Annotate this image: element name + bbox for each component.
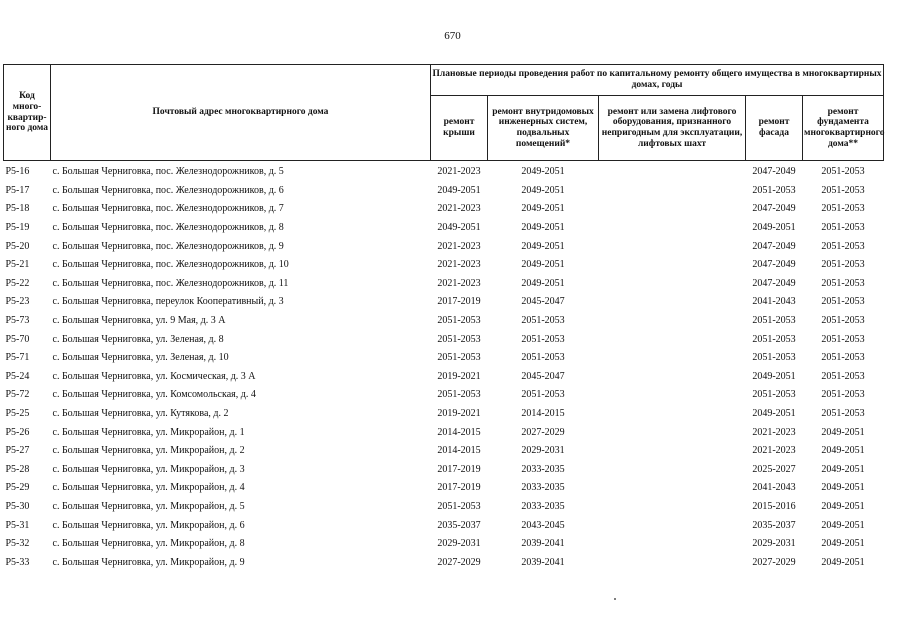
cell-elevator [599,237,746,256]
cell-code: Р5-32 [5,538,30,550]
cell-code: Р5-18 [5,203,30,215]
cell-address: с. Большая Черниговка, ул. Комсомольская, д. 4 [52,389,256,401]
cell-foundation: 2049-2051 [821,519,865,531]
table-row [4,349,884,368]
cell-facade: 2049-2051 [752,370,796,382]
cell-elevator [599,349,746,368]
capital-repair-table [3,64,884,572]
cell-foundation: 2049-2051 [821,538,865,550]
cell-facade: 2047-2049 [752,277,796,289]
cell-facade: 2051-2053 [752,333,796,345]
cell-foundation: 2049-2051 [821,426,865,438]
header-elevator: ремонт или замена лифтового оборудования, признанного непригодным для эксплуатации, лифтовых шахт [599,96,746,161]
cell-foundation: 2051-2053 [821,166,865,178]
cell-systems: 2049-2051 [521,240,565,252]
cell-code: Р5-23 [5,296,30,308]
cell-elevator [599,219,746,238]
table-row [4,368,884,387]
table-row [4,553,884,572]
cell-address: с. Большая Черниговка, ул. Микрорайон, д. 1 [52,426,245,438]
cell-address: с. Большая Черниговка, ул. Микрорайон, д. 8 [52,538,245,550]
cell-elevator [599,553,746,572]
cell-elevator [599,256,746,275]
cell-systems: 2049-2051 [521,259,565,271]
cell-roof: 2019-2021 [437,370,481,382]
table-row [4,182,884,201]
cell-roof: 2021-2023 [437,166,481,178]
cell-address: с. Большая Черниговка, пос. Железнодорожников, д. 6 [52,184,284,196]
cell-roof: 2021-2023 [437,240,481,252]
cell-facade: 2021-2023 [752,445,796,457]
cell-code: Р5-16 [5,166,30,178]
cell-address: с. Большая Черниговка, пос. Железнодорожников, д. 5 [52,166,284,178]
table-body [4,161,884,573]
cell-systems: 2039-2041 [521,556,565,568]
cell-roof: 2029-2031 [437,538,481,550]
cell-address: с. Большая Черниговка, ул. Микрорайон, д. 3 [52,463,245,475]
cell-elevator [599,386,746,405]
cell-facade: 2041-2043 [752,296,796,308]
cell-foundation: 2051-2053 [821,352,865,364]
cell-elevator [599,461,746,480]
cell-code: Р5-24 [5,370,30,382]
cell-facade: 2015-2016 [752,500,796,512]
table-row [4,200,884,219]
header-facade: ремонт фасада [746,96,803,161]
header-foundation: ремонт фундамента многоквартирного дома** [803,96,884,161]
cell-roof: 2014-2015 [437,445,481,457]
cell-systems: 2033-2035 [521,463,565,475]
cell-code: Р5-28 [5,463,30,475]
cell-facade: 2051-2053 [752,315,796,327]
cell-elevator [599,479,746,498]
cell-facade: 2025-2027 [752,463,796,475]
cell-code: Р5-33 [5,556,30,568]
cell-address: с. Большая Черниговка, ул. Микрорайон, д. 4 [52,482,245,494]
table-row [4,275,884,294]
cell-facade: 2027-2029 [752,556,796,568]
cell-address: с. Большая Черниговка, ул. Зеленая, д. 10 [52,352,229,364]
cell-code: Р5-19 [5,222,30,234]
table-row [4,516,884,535]
cell-systems: 2049-2051 [521,222,565,234]
cell-facade: 2035-2037 [752,519,796,531]
table-row [4,312,884,331]
cell-code: Р5-17 [5,184,30,196]
cell-facade: 2049-2051 [752,222,796,234]
table-row [4,237,884,256]
cell-elevator [599,275,746,294]
cell-address: с. Большая Черниговка, ул. Микрорайон, д. 9 [52,556,245,568]
cell-facade: 2047-2049 [752,240,796,252]
cell-address: с. Большая Черниговка, ул. Микрорайон, д. 2 [52,445,245,457]
table-row [4,498,884,517]
cell-systems: 2045-2047 [521,370,565,382]
cell-code: Р5-30 [5,500,30,512]
cell-roof: 2049-2051 [437,184,481,196]
cell-foundation: 2049-2051 [821,482,865,494]
table-row [4,479,884,498]
cell-code: Р5-71 [5,352,30,364]
cell-roof: 2017-2019 [437,296,481,308]
cell-foundation: 2051-2053 [821,277,865,289]
cell-systems: 2049-2051 [521,277,565,289]
cell-facade: 2051-2053 [752,184,796,196]
cell-address: с. Большая Черниговка, ул. Космическая, д. 3 А [52,370,256,382]
header-systems: ремонт внутридомовых инженерных систем, подвальных помещений* [488,96,599,161]
cell-address: с. Большая Черниговка, пос. Железнодорожников, д. 8 [52,222,284,234]
cell-elevator [599,405,746,424]
cell-code: Р5-22 [5,277,30,289]
cell-facade: 2041-2043 [752,482,796,494]
cell-roof: 2027-2029 [437,556,481,568]
cell-systems: 2049-2051 [521,184,565,196]
cell-foundation: 2049-2051 [821,500,865,512]
cell-systems: 2014-2015 [521,408,565,420]
cell-systems: 2045-2047 [521,296,565,308]
cell-address: с. Большая Черниговка, ул. Кутякова, д. 2 [52,408,229,420]
cell-systems: 2051-2053 [521,389,565,401]
cell-systems: 2039-2041 [521,538,565,550]
cell-elevator [599,442,746,461]
cell-address: с. Большая Черниговка, переулок Кооперативный, д. 3 [52,296,284,308]
cell-systems: 2033-2035 [521,482,565,494]
cell-foundation: 2051-2053 [821,315,865,327]
cell-code: Р5-26 [5,426,30,438]
cell-code: Р5-29 [5,482,30,494]
cell-elevator [599,312,746,331]
cell-facade: 2047-2049 [752,203,796,215]
cell-systems: 2029-2031 [521,445,565,457]
cell-foundation: 2051-2053 [821,333,865,345]
table-row [4,535,884,554]
cell-foundation: 2051-2053 [821,222,865,234]
cell-facade: 2029-2031 [752,538,796,550]
cell-foundation: 2051-2053 [821,389,865,401]
cell-roof: 2051-2053 [437,333,481,345]
cell-foundation: 2051-2053 [821,408,865,420]
cell-facade: 2051-2053 [752,389,796,401]
table-row [4,293,884,312]
cell-systems: 2051-2053 [521,352,565,364]
cell-roof: 2051-2053 [437,500,481,512]
cell-roof: 2014-2015 [437,426,481,438]
page-number: 670 [444,30,461,42]
cell-systems: 2033-2035 [521,500,565,512]
cell-foundation: 2051-2053 [821,296,865,308]
cell-elevator [599,535,746,554]
cell-foundation: 2051-2053 [821,240,865,252]
cell-systems: 2051-2053 [521,315,565,327]
cell-code: Р5-27 [5,445,30,457]
cell-address: с. Большая Черниговка, ул. Микрорайон, д. 5 [52,500,245,512]
cell-roof: 2051-2053 [437,352,481,364]
header-roof: ремонт крыши [431,96,488,161]
header-address: Почтовый адрес многоквартирного дома [51,65,431,161]
cell-address: с. Большая Черниговка, пос. Железнодорожников, д. 7 [52,203,284,215]
cell-address: с. Большая Черниговка, пос. Железнодорожников, д. 11 [52,277,289,289]
table-row [4,461,884,480]
cell-code: Р5-25 [5,408,30,420]
cell-facade: 2049-2051 [752,408,796,420]
cell-elevator [599,368,746,387]
cell-elevator [599,200,746,219]
cell-elevator [599,498,746,517]
cell-roof: 2051-2053 [437,315,481,327]
cell-facade: 2047-2049 [752,259,796,271]
cell-address: с. Большая Черниговка, ул. Зеленая, д. 8 [52,333,224,345]
cell-address: с. Большая Черниговка, пос. Железнодорожников, д. 9 [52,240,284,252]
cell-elevator [599,161,746,182]
cell-roof: 2017-2019 [437,463,481,475]
cell-foundation: 2049-2051 [821,556,865,568]
cell-systems: 2049-2051 [521,166,565,178]
cell-roof: 2049-2051 [437,222,481,234]
cell-code: Р5-72 [5,389,30,401]
cell-elevator [599,293,746,312]
cell-systems: 2049-2051 [521,203,565,215]
cell-roof: 2021-2023 [437,259,481,271]
cell-roof: 2021-2023 [437,277,481,289]
cell-elevator [599,516,746,535]
cell-address: с. Большая Черниговка, ул. 9 Мая, д. 3 А [52,315,226,327]
cell-roof: 2021-2023 [437,203,481,215]
header-periods-group: Плановые периоды проведения работ по капитальному ремонту общего имущества в многоквартирных домах, годы [431,65,884,96]
cell-code: Р5-31 [5,519,30,531]
cell-foundation: 2051-2053 [821,203,865,215]
cell-foundation: 2049-2051 [821,445,865,457]
table-row [4,423,884,442]
cell-systems: 2027-2029 [521,426,565,438]
cell-code: Р5-70 [5,333,30,345]
table-row [4,256,884,275]
cell-facade: 2051-2053 [752,352,796,364]
cell-foundation: 2051-2053 [821,184,865,196]
cell-roof: 2051-2053 [437,389,481,401]
table-row [4,442,884,461]
cell-roof: 2019-2021 [437,408,481,420]
cell-address: с. Большая Черниговка, пос. Железнодорожников, д. 10 [52,259,289,271]
cell-foundation: 2049-2051 [821,463,865,475]
table-row [4,161,884,182]
cell-foundation: 2051-2053 [821,370,865,382]
cell-systems: 2051-2053 [521,333,565,345]
table-row [4,219,884,238]
cell-code: Р5-20 [5,240,30,252]
cell-elevator [599,330,746,349]
cell-elevator [599,182,746,201]
cell-roof: 2017-2019 [437,482,481,494]
cell-code: Р5-73 [5,315,30,327]
table-row [4,405,884,424]
cell-address: с. Большая Черниговка, ул. Микрорайон, д. 6 [52,519,245,531]
cell-code: Р5-21 [5,259,30,271]
cell-elevator [599,423,746,442]
scan-dot [614,598,616,600]
table-row [4,386,884,405]
header-code: Код много-квартир-ного дома [4,65,51,161]
cell-foundation: 2051-2053 [821,259,865,271]
table-row [4,330,884,349]
cell-facade: 2047-2049 [752,166,796,178]
cell-systems: 2043-2045 [521,519,565,531]
header-row-group [4,65,884,96]
cell-facade: 2021-2023 [752,426,796,438]
cell-roof: 2035-2037 [437,519,481,531]
